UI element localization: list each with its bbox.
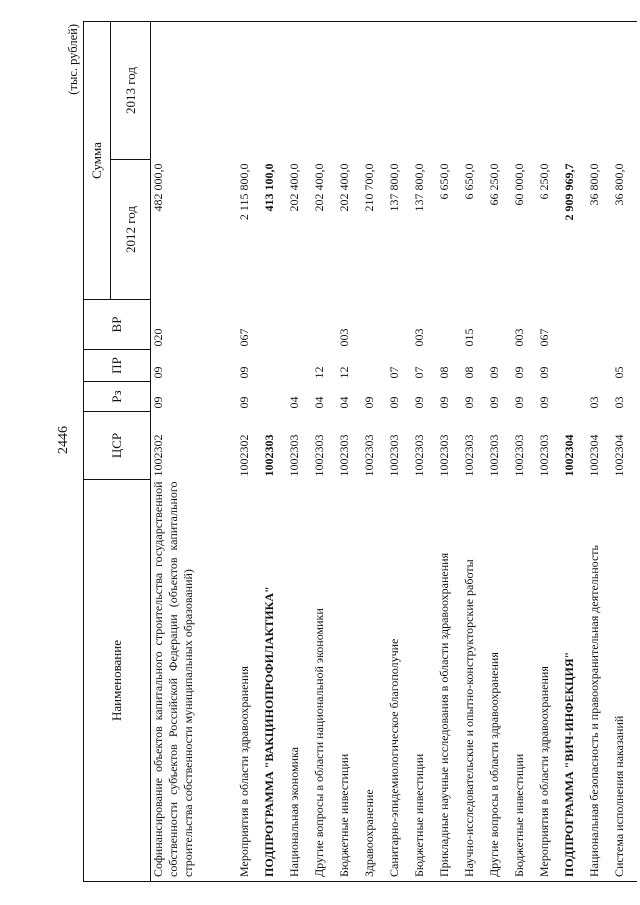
row-name: Национальная экономика [287,480,312,882]
row-amount-2013 [312,22,337,160]
row-amount-2013 [612,22,637,160]
table-row [612,22,637,882]
row-rz: 04 [312,396,326,409]
row-pr: 08 [462,366,476,379]
row-pr [262,350,287,382]
row-csr: 1002304 [562,434,576,477]
row-amount-2012: 210 700,0 [362,163,376,212]
row-pr: 09 [537,366,551,379]
row-name: Научно-исследовательские и опытно-конструкторские работы [462,480,487,882]
row-vr [562,300,587,350]
row-vr [437,300,462,350]
row-name: Здравоохранение [362,480,387,882]
row-csr: 1002303 [312,434,326,477]
row-amount-2012: 6 650,0 [437,163,451,200]
row-amount-2012: 66 250,0 [487,163,501,206]
row-amount-2013 [412,22,437,160]
header-rz: Рз [84,382,151,412]
table-row [262,22,287,882]
row-csr: 1002303 [437,434,451,477]
row-pr: 07 [412,366,426,379]
row-rz: 09 [537,396,551,409]
row-amount-2012: 6 650,0 [462,163,476,200]
row-amount-2012: 36 800,0 [587,163,601,206]
row-rz: 09 [437,396,451,409]
row-csr: 1002302 [237,434,251,477]
row-pr: 09 [512,366,526,379]
row-csr: 1002303 [462,434,476,477]
row-rz: 09 [387,396,401,409]
row-pr: 09 [237,366,251,379]
table-row [437,22,462,882]
table-row [487,22,512,882]
table-body [151,22,638,882]
header-vr: ВР [84,300,151,350]
row-csr: 1002303 [262,434,276,477]
row-pr: 09 [487,366,501,379]
row-amount-2013 [587,22,612,160]
row-vr [587,300,612,350]
row-rz: 09 [151,396,165,409]
row-amount-2013 [262,22,287,160]
row-amount-2013 [562,22,587,160]
row-pr: 05 [612,366,626,379]
row-rz: 09 [237,396,251,409]
header-sum: Сумма [84,22,111,300]
row-rz: 09 [487,396,501,409]
row-csr: 1002304 [587,434,601,477]
row-rz: 03 [587,396,601,409]
row-rz: 03 [612,396,626,409]
row-name: Бюджетные инвестиции [337,480,362,882]
row-amount-2012: 6 250,0 [537,163,551,200]
row-rz: 04 [287,396,301,409]
row-pr [587,350,612,382]
row-name: Бюджетные инвестиции [412,480,437,882]
table-row [237,22,262,882]
row-amount-2012: 202 400,0 [287,163,301,212]
row-rz: 04 [337,396,351,409]
row-amount-2013 [237,22,262,160]
page-number: 2446 [56,426,71,454]
row-amount-2013 [537,22,562,160]
row-csr: 1002304 [612,434,626,477]
row-name: Мероприятия в области здравоохранения [537,480,562,882]
row-pr: 09 [151,366,165,379]
row-name: Мероприятия в области здравоохранения [237,480,262,882]
row-vr: 003 [412,328,426,347]
row-vr: 067 [237,328,251,347]
row-csr: 1002303 [362,434,376,477]
table-row [462,22,487,882]
table-row [362,22,387,882]
table-row [512,22,537,882]
row-rz [562,382,587,412]
row-name: Прикладные научные исследования в области здравоохранения [437,480,462,882]
row-pr [287,350,312,382]
row-vr [362,300,387,350]
row-csr: 1002303 [512,434,526,477]
row-rz: 09 [412,396,426,409]
row-csr: 1002303 [537,434,551,477]
row-csr: 1002303 [287,434,301,477]
table-row [387,22,412,882]
table-row [312,22,337,882]
row-name: ПОДПРОГРАММА "ВИЧ-ИНФЕКЦИЯ" [562,480,587,882]
budget-table-sheet [66,22,626,882]
table-row [562,22,587,882]
row-amount-2013 [151,22,238,160]
row-vr [287,300,312,350]
table-row [337,22,362,882]
row-csr: 1002303 [387,434,401,477]
row-amount-2013 [337,22,362,160]
row-rz [262,382,287,412]
row-name: Другие вопросы в области здравоохранения [487,480,512,882]
row-name: Национальная безопасность и правоохранительная деятельность [587,480,612,882]
row-rz: 09 [512,396,526,409]
row-pr [362,350,387,382]
units-label: (тыс. рублей) [66,24,80,95]
row-pr: 12 [337,366,351,379]
row-amount-2012: 60 000,0 [512,163,526,206]
row-amount-2012: 413 100,0 [262,163,276,212]
table-row [587,22,612,882]
header-2013: 2013 год [111,22,151,160]
row-amount-2012: 482 000,0 [151,163,165,212]
row-amount-2013 [387,22,412,160]
row-vr: 003 [512,328,526,347]
row-name: Бюджетные инвестиции [512,480,537,882]
row-vr [312,300,337,350]
row-csr: 1002303 [412,434,426,477]
row-pr: 12 [312,366,326,379]
row-vr: 003 [337,328,351,347]
row-vr: 015 [462,328,476,347]
row-vr [487,300,512,350]
row-vr: 020 [151,328,165,347]
row-vr [387,300,412,350]
row-pr: 07 [387,366,401,379]
row-rz: 09 [362,396,376,409]
row-amount-2012: 202 400,0 [312,163,326,212]
row-amount-2013 [287,22,312,160]
header-csr: ЦСР [84,412,151,480]
row-csr: 1002303 [487,434,501,477]
row-amount-2012: 2 909 969,7 [562,163,576,221]
row-amount-2013 [487,22,512,160]
row-pr: 08 [437,366,451,379]
row-amount-2013 [362,22,387,160]
row-amount-2012: 202 400,0 [337,163,351,212]
row-csr: 1002302 [151,434,165,477]
row-rz: 09 [462,396,476,409]
row-name: Другие вопросы в области национальной экономики [312,480,337,882]
table-row [151,22,238,882]
header-name: Наименование [84,480,151,882]
row-vr [612,300,637,350]
row-amount-2013 [462,22,487,160]
table-row [287,22,312,882]
row-name: ПОДПРОГРАММА "ВАКЦИНОПРОФИЛАКТИКА" [262,480,287,882]
budget-table [83,21,637,882]
row-pr [562,350,587,382]
header-pr: ПР [84,350,151,382]
row-name: Санитарно-эпидемиологическое благополучие [387,480,412,882]
row-csr: 1002303 [337,434,351,477]
row-name: Система исполнения наказаний [612,480,637,882]
row-amount-2012: 137 800,0 [387,163,401,212]
table-row [412,22,437,882]
row-amount-2013 [437,22,462,160]
row-amount-2012: 137 800,0 [412,163,426,212]
row-amount-2012: 36 800,0 [612,163,626,206]
table-row [537,22,562,882]
header-2012: 2012 год [111,160,151,300]
row-vr [262,300,287,350]
row-name: Софинансирование объектов капитального строительства государственной собственности субъектов Российской Федерации (объектов капитального строительства собственности муниципальных образований) [151,480,238,882]
row-vr: 067 [537,328,551,347]
row-amount-2012: 2 115 800,0 [237,163,251,221]
row-amount-2013 [512,22,537,160]
